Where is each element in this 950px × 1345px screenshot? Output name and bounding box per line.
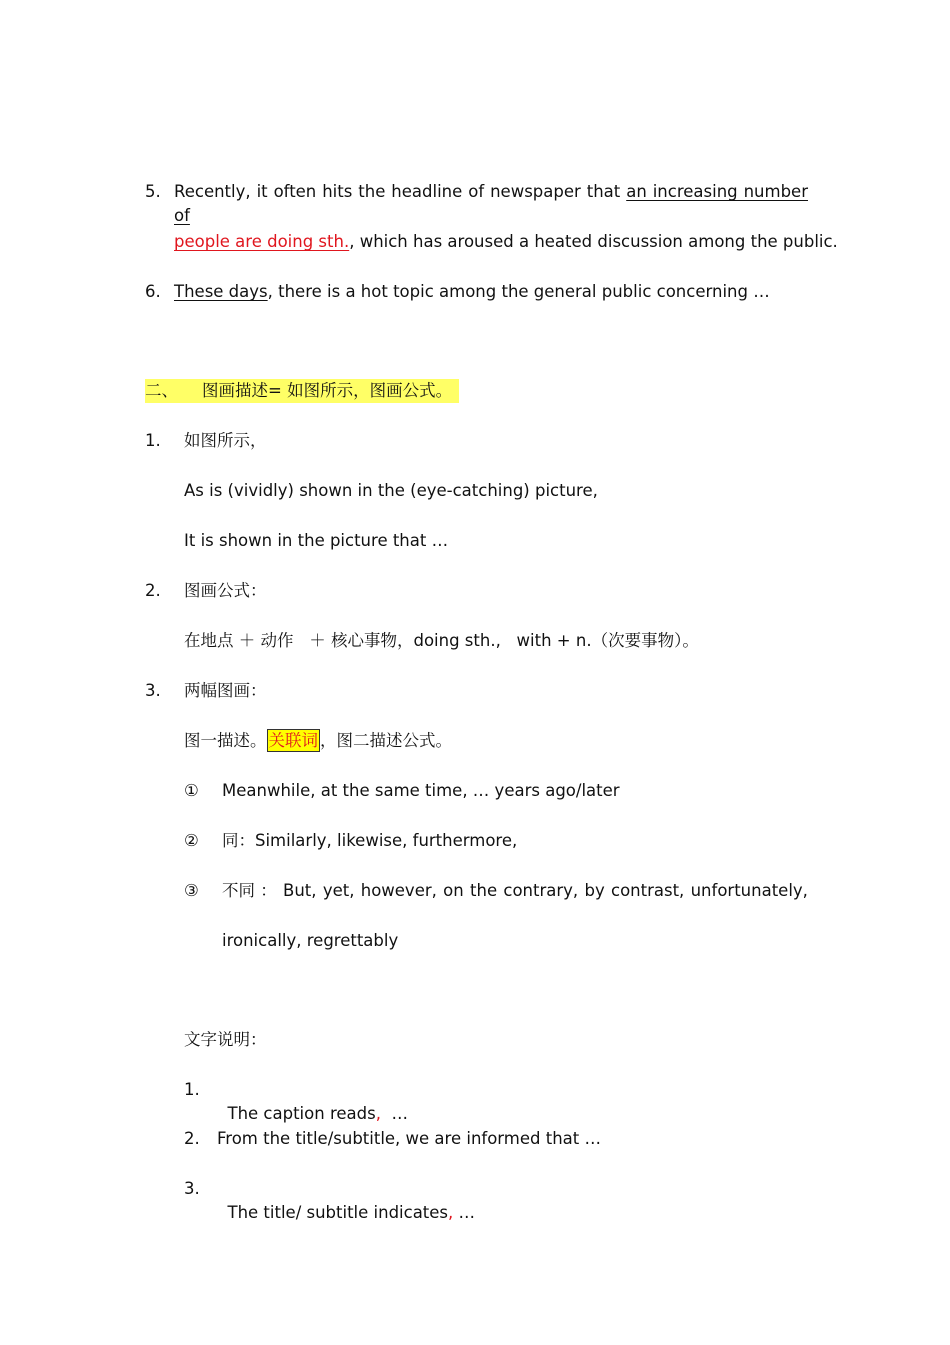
item-5-line1 [174, 180, 808, 228]
choice-3-line2: ironically, regrettably [222, 931, 399, 950]
section-2-number: 二、 [145, 381, 178, 400]
item-5-line2-red-text: people are doing sth. [174, 232, 350, 251]
choice-3-word: unfortunately, [690, 881, 808, 900]
item-5-number: 5. [145, 182, 161, 201]
section-2-heading [145, 379, 459, 403]
connector-word-box: 关联词 [268, 731, 318, 750]
caption-item-3-comma: , [448, 1203, 454, 1222]
item-6-underlined: These days [174, 282, 268, 301]
choice-3-word: on [443, 881, 464, 900]
caption-heading: 文字说明： [184, 1030, 267, 1049]
s2-item-1-line2: It is shown in the picture that … [184, 531, 449, 550]
item-6-line [174, 280, 770, 304]
choice-1-text: Meanwhile, at the same time, … years ago/later [222, 781, 620, 800]
caption-item-1-ellipsis: … [380, 1104, 408, 1123]
choice-1-mark: ① [184, 781, 199, 800]
choice-3-word: however, [360, 881, 437, 900]
s2-item-3-number: 3. [145, 681, 161, 700]
choice-3-label: 不同 ： [222, 881, 277, 900]
s2-item-3-post: ，图二描述公式。 [320, 731, 452, 750]
s2-item-2-number: 2. [145, 581, 161, 600]
caption-item-1-number: 1. [184, 1080, 200, 1099]
choice-3-word: the [470, 881, 498, 900]
choice-3-word: But, [283, 881, 317, 900]
choice-3-mark: ③ [184, 881, 199, 900]
s2-item-3-pre: 图一描述。 [184, 731, 267, 750]
item-5-line2 [174, 230, 838, 254]
s2-item-2-formula: 在地点 ＋ 动作 ＋ 核心事物，doing sth., with + n.（次要事物）。 [184, 631, 699, 650]
choice-2-mark: ② [184, 831, 199, 850]
caption-item-2-text: From the title/subtitle, we are informed that … [217, 1129, 601, 1148]
s2-item-1-line1: As is (vividly) shown in the (eye-catching) picture, [184, 481, 598, 500]
choice-3-line1 [222, 879, 808, 903]
caption-item-1-comma: , [375, 1104, 381, 1123]
caption-item-1 [217, 1078, 408, 1126]
choice-3-word: yet, [322, 881, 355, 900]
caption-item-2-number: 2. [184, 1129, 200, 1148]
caption-item-3-text: The title/ subtitle indicates [227, 1203, 449, 1222]
item-6-text: , there is a hot topic among the general public concerning … [267, 282, 770, 301]
item-5-line1-text: Recently, it often hits the headline of newspaper that [174, 182, 627, 201]
caption-item-3-number: 3. [184, 1179, 200, 1198]
s2-item-2-head: 图画公式： [184, 581, 267, 600]
item-5-line1-underlined: an increasing number of [174, 182, 808, 225]
s2-item-3-formula [184, 729, 452, 753]
s2-item-1-number: 1. [145, 431, 161, 450]
caption-item-3-ellipsis: … [453, 1203, 476, 1222]
choice-3-word: contrast, [611, 881, 685, 900]
section-2-title: 图画描述= 如图所示，图画公式。 [202, 381, 453, 400]
s2-item-1-head: 如图所示， [184, 431, 267, 450]
caption-item-1-text: The caption reads [227, 1104, 376, 1123]
item-6-number: 6. [145, 282, 161, 301]
item-5-line2-text: , which has aroused a heated discussion among the public. [349, 232, 838, 251]
s2-item-3-head: 两幅图画： [184, 681, 267, 700]
caption-item-3 [217, 1177, 475, 1225]
choice-2-text: 同：Similarly, likewise, furthermore, [222, 831, 518, 850]
choice-3-word: contrary, [503, 881, 579, 900]
choice-3-word: by [584, 881, 605, 900]
